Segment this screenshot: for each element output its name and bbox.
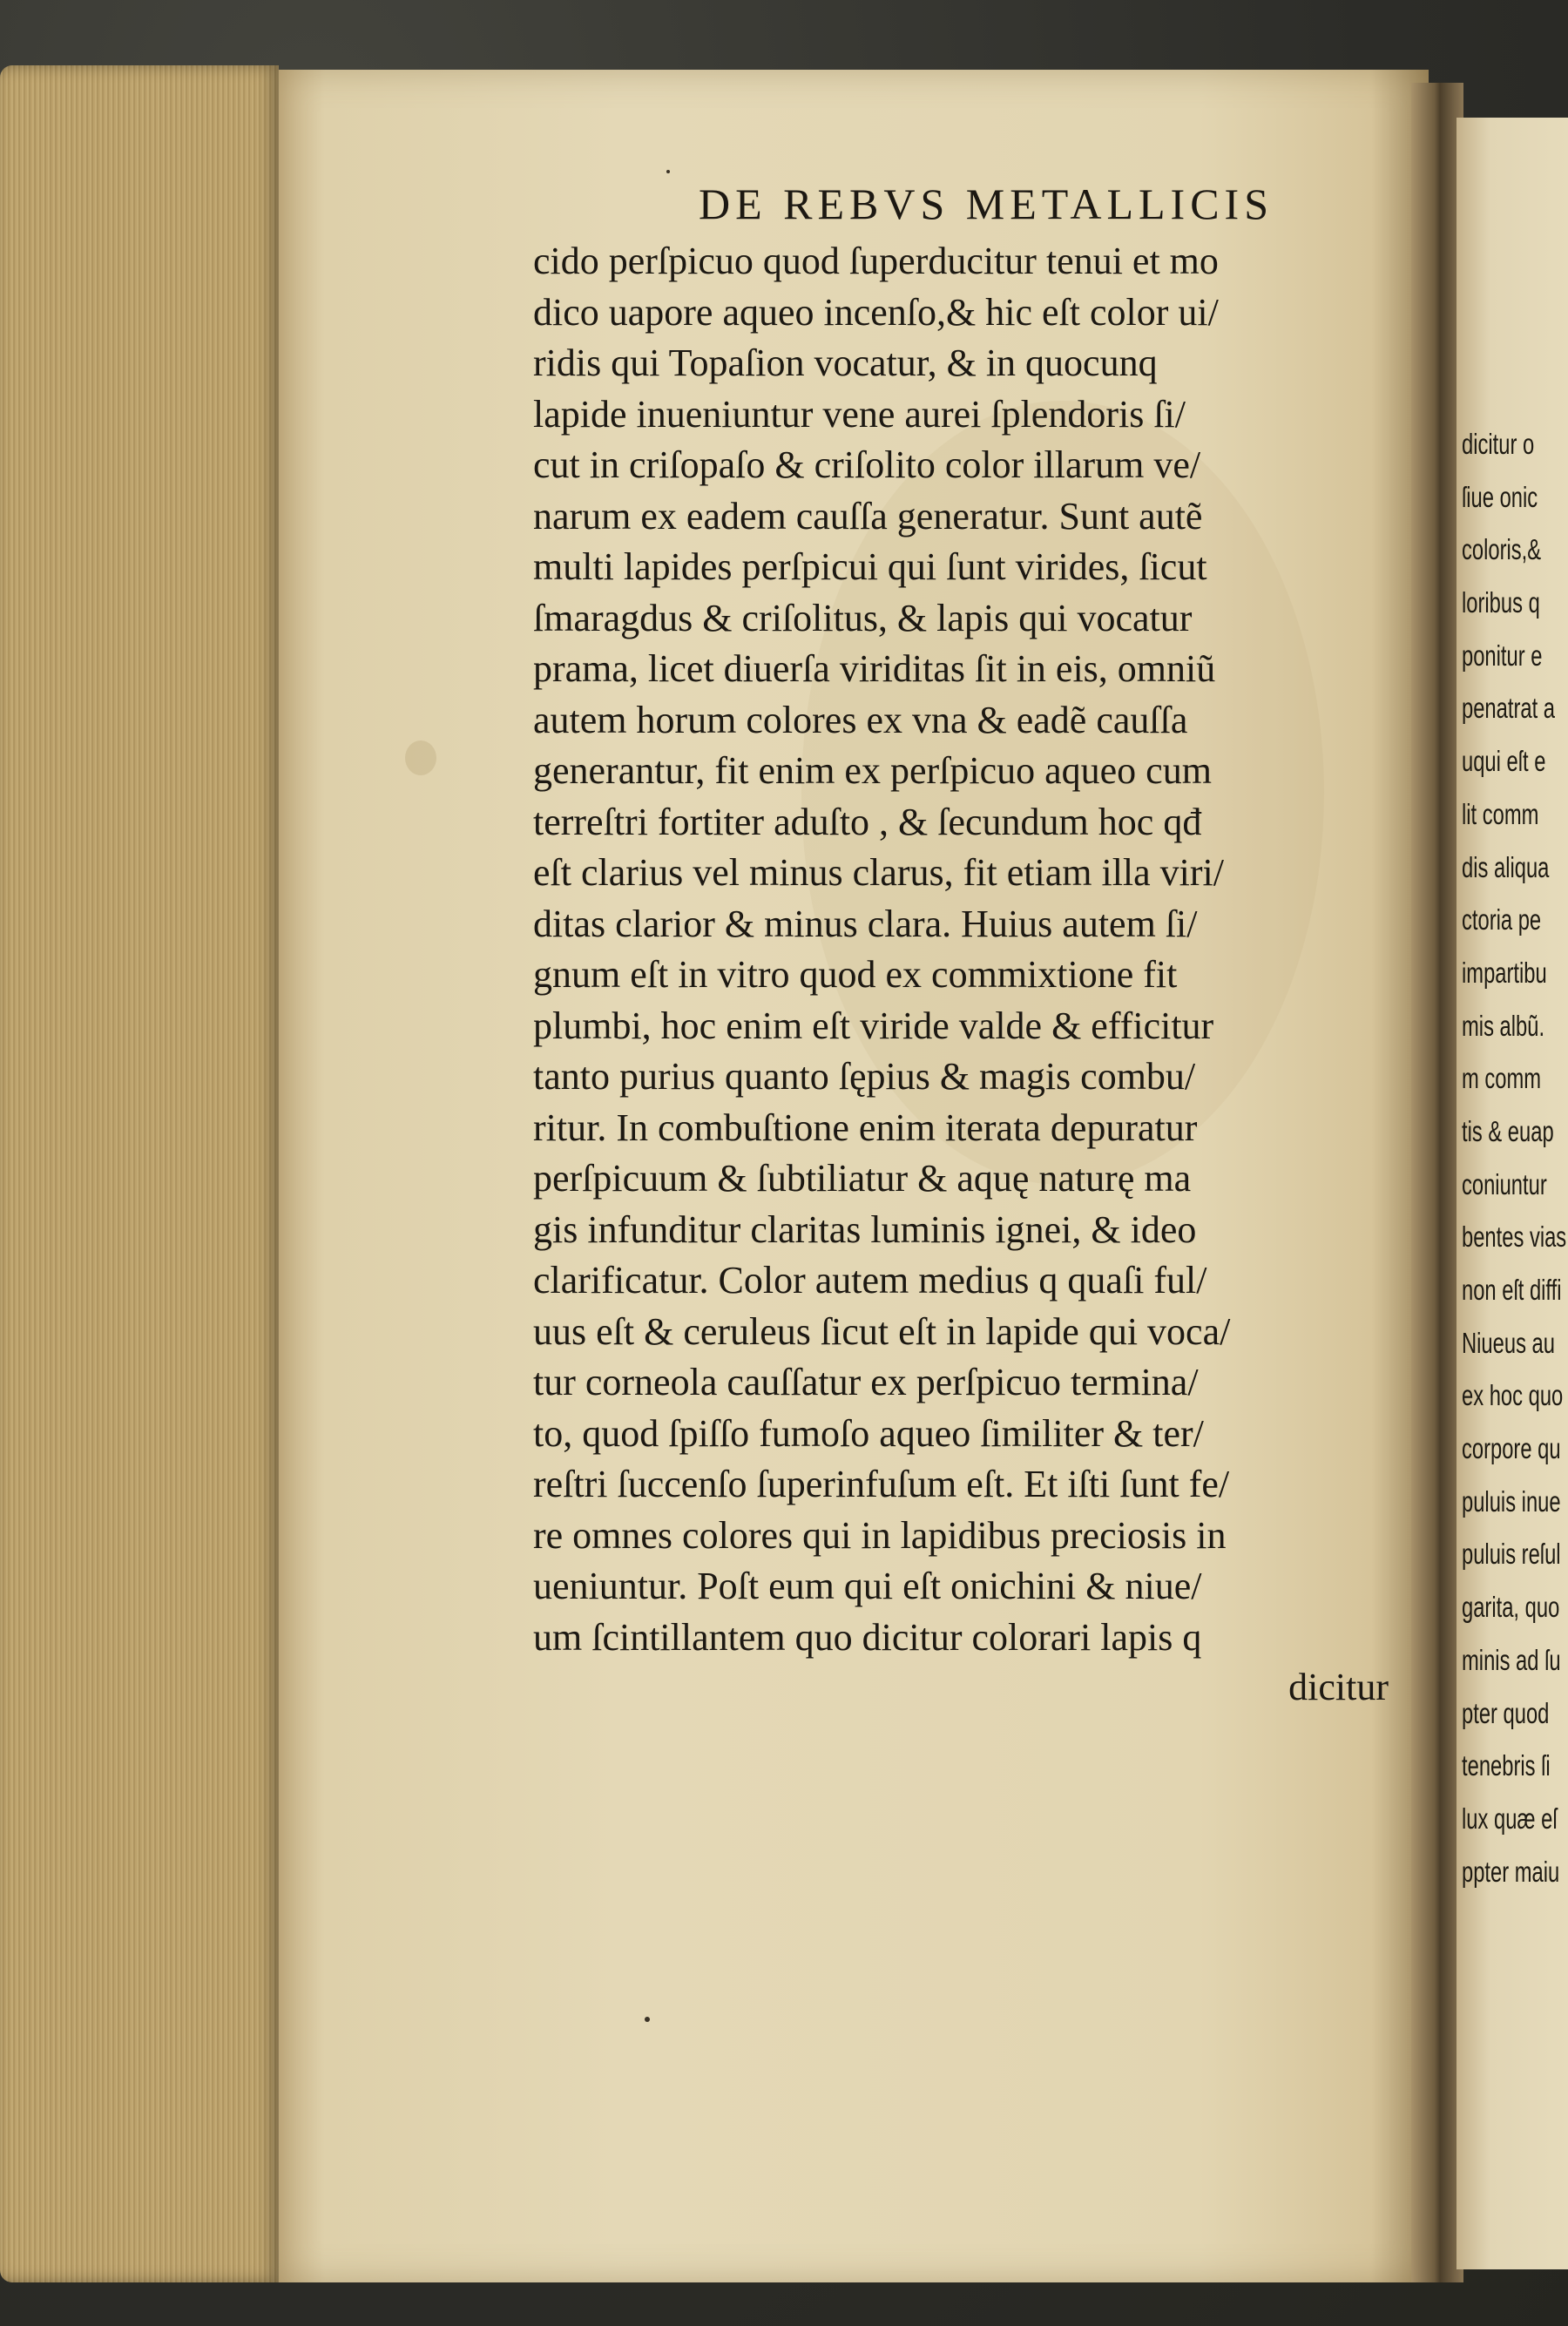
text-line: m comm — [1462, 1062, 1542, 1095]
text-line: ppter maiu — [1462, 1855, 1560, 1888]
text-line: loribus q — [1462, 586, 1540, 619]
catchword: dicitur — [1288, 1666, 1389, 1708]
text-line: terreſtri fortiter aduſto , & ſecundum hoc qđ — [533, 800, 1202, 843]
text-line: lapide inueniuntur vene aurei ſplendoris ſi/ — [533, 392, 1186, 436]
left-page-text — [533, 179, 1413, 1712]
right-page-text — [1462, 418, 1568, 1898]
text-line: cut in criſopaſo & criſolito color illarum ve/ — [533, 443, 1201, 486]
text-line: eſt clarius vel minus clarus, fit etiam illa viri/ — [533, 851, 1225, 894]
text-line: pter quod — [1462, 1696, 1550, 1729]
text-line: ditas clarior & minus clara. Huius autem ſi/ — [533, 902, 1198, 945]
text-line: tanto purius quanto ſępius & magis combu/ — [533, 1055, 1196, 1098]
text-line: perſpicuum & ſubtiliatur & aquę naturę ma — [533, 1157, 1192, 1200]
text-line: ritur. In combuſtione enim iterata depuratur — [533, 1106, 1198, 1149]
stain-mark — [405, 740, 436, 775]
text-line: coniuntur — [1462, 1167, 1547, 1200]
text-line: ueniuntur. Poſt eum qui eſt onichini & niue/ — [533, 1565, 1202, 1607]
text-line: ridis qui Topaſion vocatur, & in quocunq — [533, 341, 1158, 384]
text-line: uqui eſt e — [1462, 745, 1546, 778]
text-line: dicitur o — [1462, 428, 1535, 460]
text-line: mis albũ. — [1462, 1009, 1545, 1042]
text-line: corpore qu — [1462, 1432, 1561, 1465]
text-line: ctoria pe — [1462, 903, 1542, 936]
text-line: penatrat a — [1462, 692, 1556, 725]
text-line: puluis reſul — [1462, 1538, 1561, 1571]
text-line: lux quæ eſ — [1462, 1802, 1558, 1835]
text-line: Niueus au — [1462, 1326, 1555, 1359]
text-line: generantur, fit enim ex perſpicuo aqueo cum — [533, 749, 1212, 792]
text-line: re omnes colores qui in lapidibus preciosis in — [533, 1513, 1227, 1557]
text-line: ponitur e — [1462, 639, 1543, 672]
running-title: DE REBVS METALLICIS — [699, 179, 1274, 228]
text-line: dis aliqua — [1462, 850, 1550, 883]
text-line: plumbi, hoc enim eſt viride valde & efficitur — [533, 1004, 1214, 1047]
text-line: gnum eſt in vitro quod ex commixtione fit — [533, 953, 1178, 996]
text-line: uus eſt & ceruleus ſicut eſt in lapide qui voca/ — [533, 1309, 1231, 1353]
text-line: prama, licet diuerſa viriditas ſit in eis, omniũ — [533, 647, 1216, 690]
text-line: impartibu — [1462, 956, 1547, 989]
text-line: coloris,& — [1462, 533, 1542, 566]
text-line: dico uapore aqueo incenſo,& hic eſt color ui/ — [533, 290, 1219, 334]
body-text — [533, 236, 1413, 1663]
text-line: ſmaragdus & criſolitus, & lapis qui vocatur — [533, 596, 1193, 639]
book-gutter — [1411, 83, 1463, 2282]
text-line: non eſt diffi — [1462, 1274, 1562, 1306]
text-line: ſiue onic — [1462, 480, 1538, 513]
text-line: minis ad ſu — [1462, 1643, 1561, 1676]
text-line: narum ex eadem cauſſa generatur. Sunt autẽ — [533, 494, 1203, 538]
text-line: tenebris ſi — [1462, 1749, 1551, 1782]
text-line: clarificatur. Color autem medius q quaſi ful/ — [533, 1259, 1207, 1302]
text-line: garita, quo — [1462, 1591, 1560, 1624]
text-line: to, quod ſpiſſo fumoſo aqueo ſimiliter & ter/ — [533, 1411, 1204, 1455]
text-line: bentes vias — [1462, 1220, 1567, 1254]
text-line: gis infunditur claritas luminis ignei, & ideo — [533, 1207, 1197, 1251]
text-line: reſtri ſuccenſo ſuperinfuſum eſt. Et iſti ſunt fe/ — [533, 1463, 1230, 1505]
text-line: autem horum colores ex vna & eadẽ cauſſa — [533, 698, 1188, 741]
text-line: tur corneola cauſſatur ex perſpicuo termina/ — [533, 1361, 1199, 1403]
page-edges — [0, 65, 279, 2282]
text-line: tis & euap — [1462, 1114, 1554, 1147]
text-line: lit comm — [1462, 797, 1539, 830]
text-line: um ſcintillantem quo dicitur colorari lapis q — [533, 1615, 1202, 1659]
text-line: cido perſpicuo quod ſuperducitur tenui et mo — [533, 240, 1219, 282]
text-line: multi lapides perſpicui qui ſunt virides, ſicut — [533, 545, 1207, 588]
text-line: ex hoc quo — [1462, 1379, 1564, 1412]
text-line: puluis inue — [1462, 1484, 1561, 1518]
speck — [645, 2017, 650, 2022]
speck — [666, 170, 670, 173]
right-page — [1456, 118, 1568, 2269]
